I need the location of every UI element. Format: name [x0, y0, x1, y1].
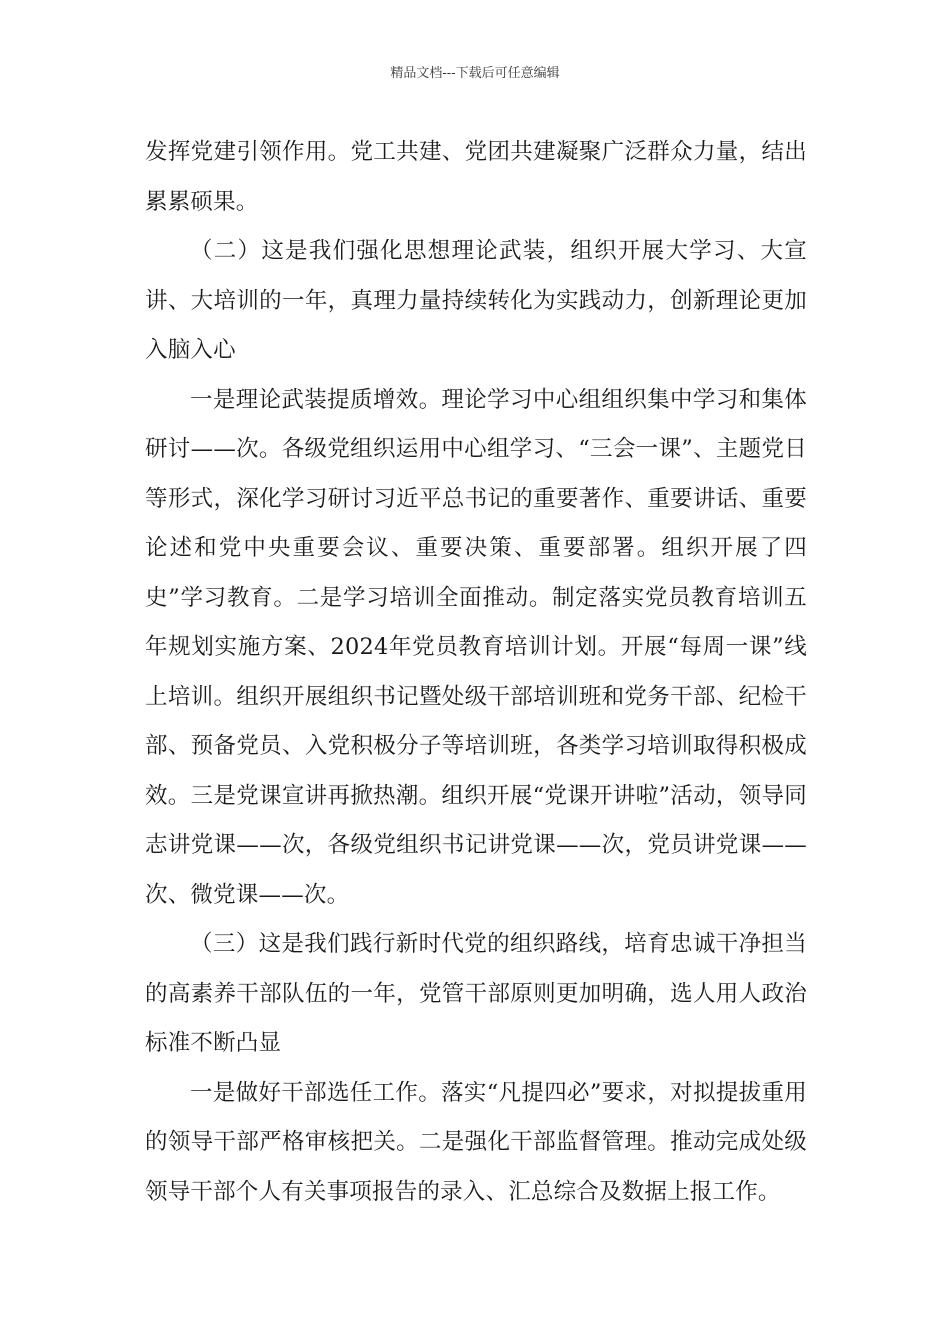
- document-body: [145, 128, 807, 1217]
- paragraph-cadre: 一是做好干部选任工作。落实“凡提四必”要求，对拟提拔重用的领导干部严格审核把关。二是强化干部监督管理。推动完成处级领导干部个人有关事项报告的录入、汇总综合及数据上报工作。: [145, 1079, 807, 1205]
- page-header: 精品文档---下载后可任意编辑: [390, 66, 560, 81]
- section-heading-2: （二）这是我们强化思想理论武装，组织开展大学习、大宣讲、大培训的一年，真理力量持续转化为实践动力，创新理论更加入脑入心: [145, 238, 807, 363]
- section-heading-3: （三）这是我们践行新时代党的组织路线，培育忠诚干净担当的高素养干部队伍的一年，党管干部原则更加明确，选人用人政治标准不断凸显: [145, 931, 807, 1056]
- paragraph-theory: 一是理论武装提质增效。理论学习中心组组织集中学习和集体研讨——次。各级党组织运用中心组学习、“三会一课”、主题党日等形式，深化学习研讨习近平总书记的重要著作、重要讲话、重要论述和党中央重要会议、重要决策、重要部署。组织开展了四史”学习教育。二是学习培训全面推动。制定落实党员教育培训五年规划实施方案、2024年党员教育培训计划。开展“每周一课”线上培训。组织开展组织书记暨处级干部培训班和党务干部、纪检干部、预备党员、入党积极分子等培训班，各类学习培训取得积极成效。三是党课宣讲再掀热潮。组织开展“党课开讲啦”活动，领导同志讲党课——次，各级党组织书记讲党课——次，党员讲党课——次、微党课——次。: [145, 386, 807, 908]
- paragraph-continuation: 发挥党建引领作用。党工共建、党团共建凝聚广泛群众力量，结出累累硕果。: [145, 139, 807, 215]
